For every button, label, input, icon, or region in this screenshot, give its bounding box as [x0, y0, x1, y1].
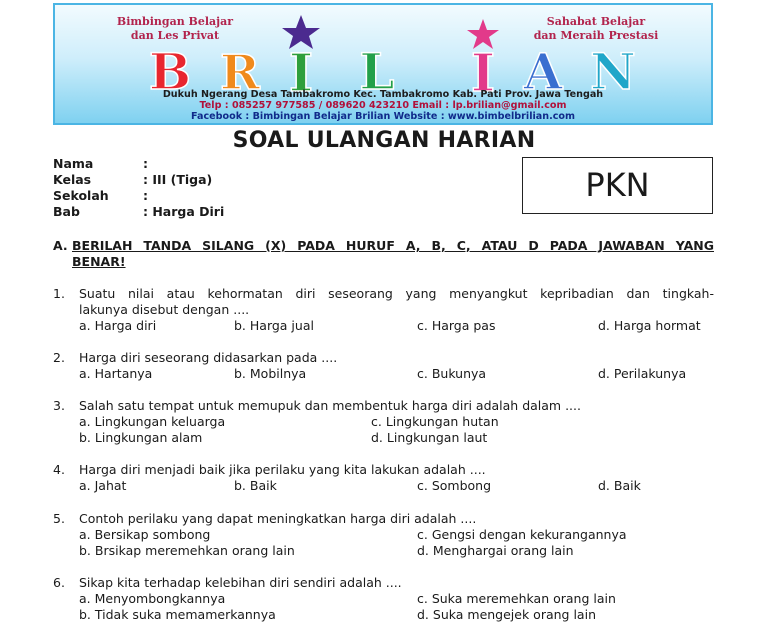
- logo-letter-r: R: [220, 45, 260, 101]
- question-number: 5.: [53, 511, 65, 526]
- option-a[interactable]: a. Harga diri: [79, 318, 157, 333]
- logo-letter-b: B: [148, 42, 192, 101]
- info-label: Sekolah: [53, 188, 109, 203]
- option-d[interactable]: d. Lingkungan laut: [371, 430, 488, 445]
- option-b[interactable]: b. Baik: [234, 478, 277, 493]
- question-text: Suatu nilai atau kehormatan diri seseorang yang menyangkut kepribadian dan tingkah-: [79, 286, 714, 301]
- option-d[interactable]: d. Perilakunya: [598, 366, 687, 381]
- logo-letter-a: A: [523, 42, 563, 101]
- banner-left-line2: dan Les Privat: [130, 29, 220, 42]
- info-value: :: [143, 188, 148, 203]
- brilian-logo: [55, 11, 711, 101]
- question-number: 2.: [53, 350, 65, 365]
- option-a[interactable]: a. Jahat: [79, 478, 127, 493]
- section-letter: A.: [53, 238, 68, 253]
- info-label: Kelas: [53, 172, 92, 187]
- logo-letter-i2: I: [470, 43, 496, 101]
- question-number: 4.: [53, 462, 65, 477]
- option-a[interactable]: a. Hartanya: [79, 366, 153, 381]
- option-c[interactable]: c. Harga pas: [417, 318, 496, 333]
- option-d[interactable]: d. Harga hormat: [598, 318, 701, 333]
- instruction-line2: BENAR!: [72, 254, 126, 269]
- option-b[interactable]: b. Mobilnya: [234, 366, 307, 381]
- question-number: 3.: [53, 398, 65, 413]
- option-a[interactable]: a. Bersikap sombong: [79, 527, 211, 542]
- option-b[interactable]: b. Tidak suka memamerkannya: [79, 607, 276, 622]
- question-text: Harga diri menjadi baik jika perilaku yang kita lakukan adalah ....: [79, 462, 486, 477]
- banner-right-line2: dan Meraih Prestasi: [533, 29, 659, 42]
- info-label: Bab: [53, 204, 80, 219]
- option-b[interactable]: b. Harga jual: [234, 318, 314, 333]
- option-a[interactable]: a. Menyombongkannya: [79, 591, 226, 606]
- option-b[interactable]: b. Brsikap meremehkan orang lain: [79, 543, 295, 558]
- option-c[interactable]: c. Suka meremehkan orang lain: [417, 591, 616, 606]
- banner-address: Dukuh Ngerang Desa Tambakromo Kec. Tambakromo Kab. Pati Prov. Jawa Tengah: [162, 89, 604, 100]
- option-d[interactable]: d. Menghargai orang lain: [417, 543, 574, 558]
- info-value: : III (Tiga): [143, 172, 213, 187]
- question-text: Contoh perilaku yang dapat meningkatkan harga diri adalah ....: [79, 511, 477, 526]
- question-text: Sikap kita terhadap kelebihan diri sendiri adalah ....: [79, 575, 402, 590]
- option-d[interactable]: d. Suka mengejek orang lain: [417, 607, 596, 622]
- logo-letter-i1: I: [288, 43, 314, 101]
- logo-letter-n: N: [590, 42, 636, 101]
- info-value: :: [143, 156, 148, 171]
- info-label: Nama: [53, 156, 94, 171]
- question-number: 6.: [53, 575, 65, 590]
- question-text: Harga diri seseorang didasarkan pada ....: [79, 350, 338, 365]
- instruction-line1: BERILAH TANDA SILANG (X) PADA HURUF A, B, C, ATAU D PADA JAWABAN YANG: [72, 238, 714, 253]
- question-text: Salah satu tempat untuk memupuk dan membentuk harga diri adalah dalam ....: [79, 398, 581, 413]
- question-text-line2: lakunya disebut dengan ....: [79, 302, 250, 317]
- logo-letter-l: L: [359, 42, 395, 101]
- subject-box: PKN: [522, 157, 713, 214]
- header-banner: [53, 3, 713, 125]
- banner-contact: Telp : 085257 977585 / 089620 423210 Email : lp.brilian@gmail.com: [199, 100, 567, 111]
- banner-left-line1: Bimbingan Belajar: [116, 15, 234, 28]
- page-title: SOAL ULANGAN HARIAN: [232, 128, 536, 153]
- option-c[interactable]: c. Bukunya: [417, 366, 487, 381]
- info-value: : Harga Diri: [143, 204, 225, 219]
- option-b[interactable]: b. Lingkungan alam: [79, 430, 203, 445]
- question-number: 1.: [53, 286, 65, 301]
- option-c[interactable]: c. Gengsi dengan kekurangannya: [417, 527, 627, 542]
- banner-right-line1: Sahabat Belajar: [546, 15, 646, 28]
- option-a[interactable]: a. Lingkungan keluarga: [79, 414, 226, 429]
- banner-social: Facebook : Bimbingan Belajar Brilian Website : www.bimbelbrilian.com: [190, 111, 575, 122]
- option-d[interactable]: d. Baik: [598, 478, 641, 493]
- option-c[interactable]: c. Sombong: [417, 478, 492, 493]
- option-c[interactable]: c. Lingkungan hutan: [371, 414, 499, 429]
